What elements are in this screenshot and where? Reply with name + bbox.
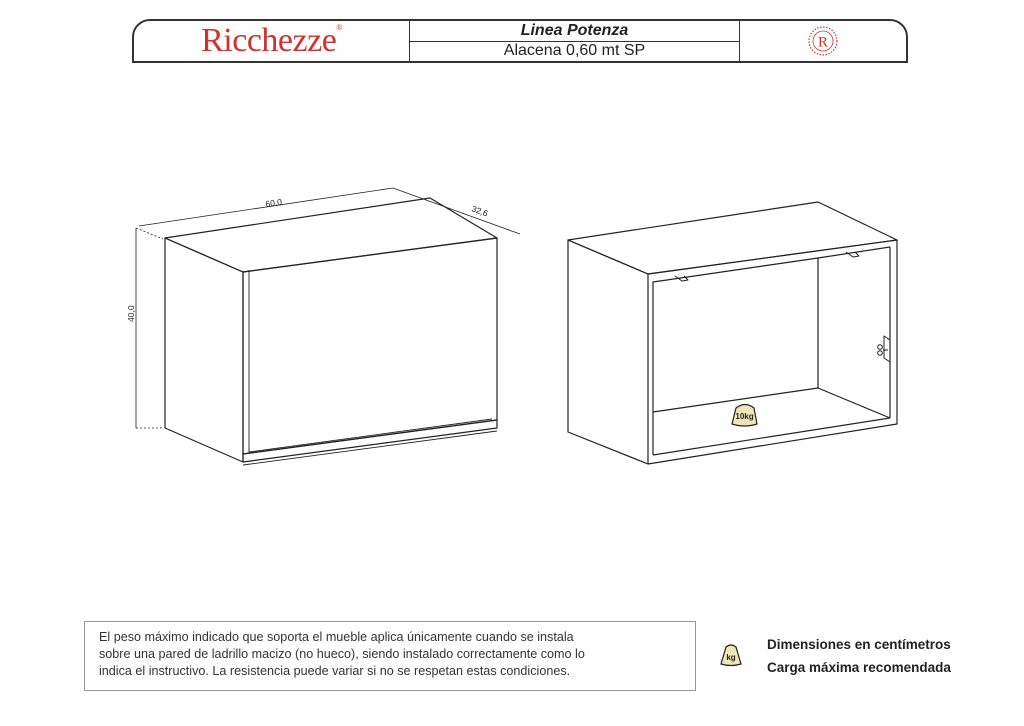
seal-letter: R <box>817 34 829 51</box>
back-panel <box>653 258 818 412</box>
kg-icon-label: kg <box>726 653 736 662</box>
product-line: Linea Potenza <box>410 21 739 42</box>
note-line: sobre una pared de ladrillo macizo (no hueco), siendo instalado correctamente como lo <box>99 647 585 661</box>
cabinet-side <box>165 238 243 462</box>
kg-weight-icon <box>718 643 744 667</box>
open-cabinet-front <box>648 240 897 464</box>
open-cabinet-top <box>568 202 897 274</box>
dimension-lines <box>136 188 520 428</box>
legend-dimensions: Dimensiones en centímetros <box>767 637 951 652</box>
hinge-icon <box>878 336 890 362</box>
depth-dimension-label: 32,6 <box>470 203 490 219</box>
registered-mark: ® <box>336 23 342 32</box>
product-name: Alacena 0,60 mt SP <box>503 42 646 60</box>
installation-note <box>84 621 696 691</box>
open-cabinet-side <box>568 240 648 464</box>
depth-dimension-line <box>393 188 520 234</box>
weight-badge-icon <box>732 405 757 427</box>
weight-badge-label: 10kg <box>735 412 754 421</box>
closed-cabinet <box>165 198 497 465</box>
cabinet-top <box>165 198 497 272</box>
extension-line <box>136 228 163 239</box>
cabinet-base <box>243 420 497 462</box>
legend-max-load: Carga máxima recomendada <box>767 660 951 675</box>
cabinet-door <box>243 238 497 454</box>
width-dimension-label: 60,0 <box>264 196 283 209</box>
height-dimension-label: 40,0 <box>126 305 136 322</box>
brand-name: Ricchezze <box>201 22 337 59</box>
note-line: El peso máximo indicado que soporta el mueble aplica únicamente cuando se instala <box>99 630 574 644</box>
inner-bottom-edge <box>818 388 890 418</box>
inner-front-bottom <box>653 418 890 455</box>
door-edge <box>249 270 492 452</box>
note-line: indica el instructivo. La resistencia puede variar si no se respetan estas condiciones. <box>99 664 571 678</box>
